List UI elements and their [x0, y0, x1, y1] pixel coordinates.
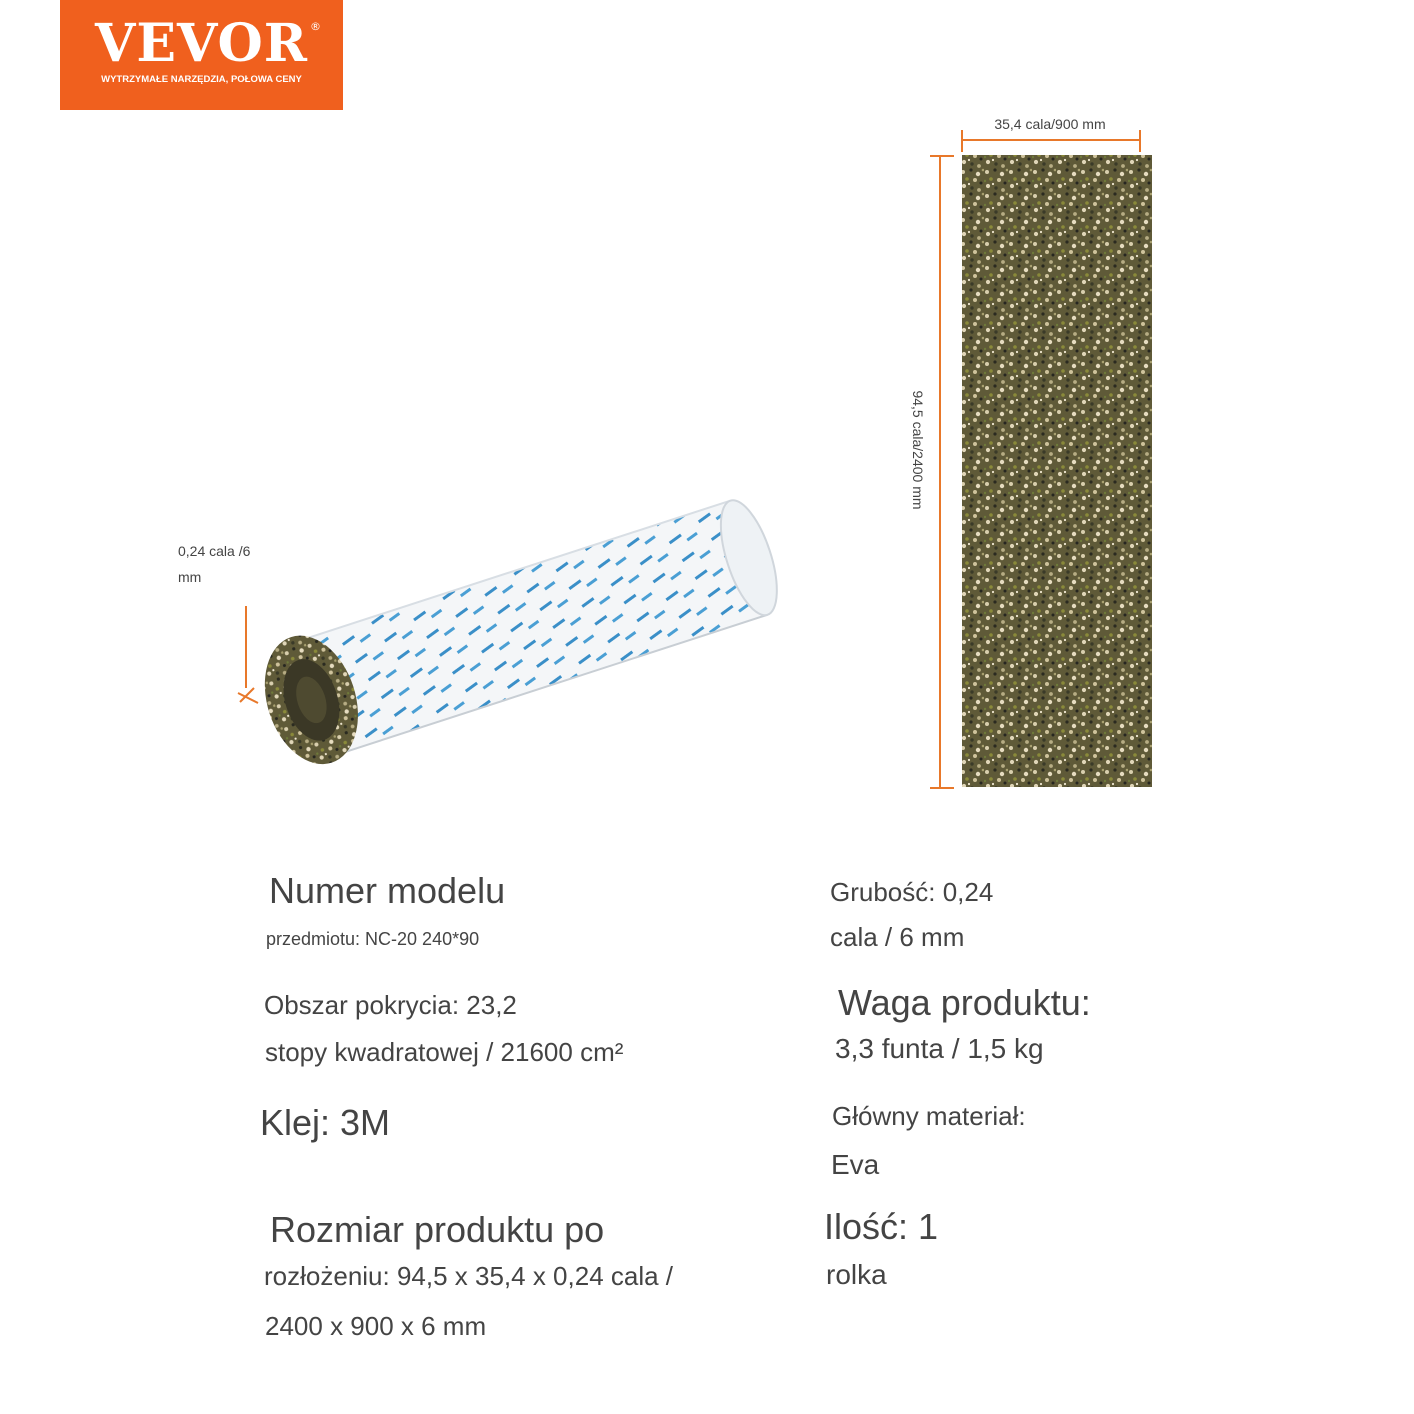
logo-brand: VEVOR: [95, 13, 308, 74]
size-title: Rozmiar produktu po: [270, 1209, 605, 1250]
adhesive-spec: Klej: 3M: [260, 1102, 391, 1143]
size-line3: 2400 x 900 x 6 mm: [265, 1311, 487, 1341]
logo-tagline: WYTRZYMAŁE NARZĘDZIA, POŁOWA CENY: [101, 74, 302, 85]
length-label: 94,5 cala/2400 mm: [910, 390, 926, 510]
thickness-spec-line2: cala / 6 mm: [830, 922, 965, 952]
weight-title: Waga produktu:: [838, 982, 1091, 1023]
thickness-label-line1: 0,24 cala /6: [178, 543, 251, 559]
length-dimension-line: [930, 156, 954, 788]
width-dimension-line: [962, 130, 1140, 152]
width-label: 35,4 cala/900 mm: [994, 116, 1106, 132]
material-title: Główny materiał:: [832, 1101, 1026, 1131]
logo-registered-mark: ®: [310, 20, 321, 33]
size-line2: rozłożeniu: 94,5 x 35,4 x 0,24 cala /: [264, 1261, 674, 1291]
quantity-value: rolka: [826, 1259, 887, 1290]
model-value: przedmiotu: NC-20 240*90: [266, 929, 480, 949]
model-title: Numer modelu: [269, 870, 506, 911]
coverage-line2: stopy kwadratowej / 21600 cm²: [265, 1037, 624, 1067]
thickness-spec-line1: Grubość: 0,24: [830, 877, 994, 907]
material-value: Eva: [831, 1149, 880, 1180]
coverage-line1: Obszar pokrycia: 23,2: [264, 990, 517, 1020]
weight-value: 3,3 funta / 1,5 kg: [835, 1033, 1044, 1064]
rolled-mat: [249, 488, 790, 776]
thickness-label: [178, 538, 278, 590]
quantity-title: Ilość: 1: [824, 1206, 939, 1247]
thickness-label-line2: mm: [178, 569, 202, 585]
thickness-dimension-line: [238, 606, 258, 703]
flat-mat: [962, 155, 1152, 787]
